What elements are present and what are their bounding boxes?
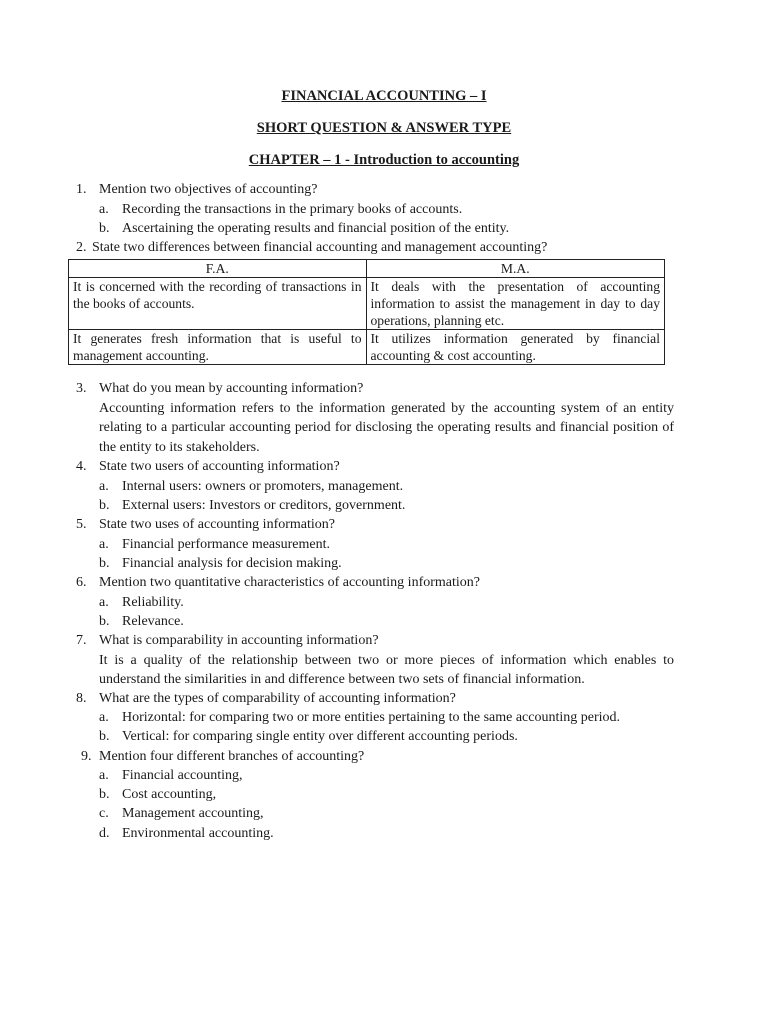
table-row	[69, 278, 665, 330]
answer-item: Financial performance measurement.	[122, 537, 330, 552]
question-3: What do you mean by accounting information?	[99, 381, 364, 396]
table-header-row	[69, 260, 665, 278]
answer-marker: b.	[99, 556, 110, 571]
chapter-heading: CHAPTER – 1 - Introduction to accounting	[248, 152, 520, 168]
answer-item: Recording the transactions in the primary books of accounts.	[122, 202, 463, 217]
answer-marker: a.	[99, 202, 109, 217]
answer-marker: c.	[99, 806, 109, 821]
answer-marker: b.	[99, 614, 110, 629]
table-row	[69, 330, 665, 365]
question-6: Mention two quantitative characteristics of accounting information?	[99, 575, 480, 590]
question-9: Mention four different branches of accounting?	[99, 749, 365, 764]
question-1: Mention two objectives of accounting?	[99, 182, 318, 197]
answer-item: Relevance.	[122, 614, 184, 629]
question-number: 3.	[76, 381, 87, 396]
answer-marker: b.	[99, 221, 110, 236]
question-number: 4.	[76, 459, 87, 474]
table-cell: It is concerned with the recording of transactions in the books of accounts.	[69, 278, 367, 330]
table-header-cell: F.A.	[69, 260, 367, 278]
answer-marker: a.	[99, 537, 109, 552]
question-number: 8.	[76, 691, 87, 706]
answer-marker: b.	[99, 729, 110, 744]
answer-marker: b.	[99, 498, 110, 513]
answer-item: Ascertaining the operating results and financial position of the entity.	[122, 221, 510, 236]
answer-marker: a.	[99, 768, 109, 783]
document-title: FINANCIAL ACCOUNTING – I	[281, 88, 487, 104]
answer-item: Vertical: for comparing single entity over different accounting periods.	[122, 729, 518, 744]
answer-paragraph: It is a quality of the relationship between two or more pieces of information which enables to understand the similarities in and difference between two sets of financial information.	[99, 653, 674, 688]
answer-marker: a.	[99, 710, 109, 725]
question-4: State two users of accounting information?	[99, 459, 340, 474]
answer-item: Horizontal: for comparing two or more entities pertaining to the same accounting period.	[122, 710, 621, 725]
question-number: 7.	[76, 633, 87, 648]
question-number: 1.	[76, 182, 87, 197]
answer-item: Internal users: owners or promoters, management.	[122, 479, 404, 494]
question-number: 2.	[76, 240, 87, 255]
question-number: 9.	[81, 749, 92, 764]
table-cell: It generates fresh information that is useful to management accounting.	[69, 330, 367, 365]
table-cell: It deals with the presentation of accounting information to assist the management in day to day operations, planning etc.	[366, 278, 665, 330]
comparison-table	[68, 259, 665, 365]
question-8: What are the types of comparability of accounting information?	[99, 691, 456, 706]
answer-item: Environmental accounting.	[122, 826, 274, 841]
answer-item: Financial accounting,	[122, 768, 243, 783]
answer-item: Cost accounting,	[122, 787, 217, 802]
question-7: What is comparability in accounting information?	[99, 633, 379, 648]
table-cell: It utilizes information generated by financial accounting & cost accounting.	[366, 330, 665, 365]
answer-marker: d.	[99, 826, 110, 841]
answer-paragraph: Accounting information refers to the information generated by the accounting system of an entity relating to a particular accounting period for disclosing the operating results and financial position of the entity to its stakeholders.	[99, 401, 674, 455]
answer-item: Reliability.	[122, 595, 184, 610]
answer-marker: b.	[99, 787, 110, 802]
answer-marker: a.	[99, 595, 109, 610]
answer-item: Management accounting,	[122, 806, 264, 821]
document-subtitle: SHORT QUESTION & ANSWER TYPE	[256, 120, 512, 136]
question-number: 5.	[76, 517, 87, 532]
answer-item: Financial analysis for decision making.	[122, 556, 342, 571]
answer-item: External users: Investors or creditors, government.	[122, 498, 406, 513]
table-header-cell: M.A.	[366, 260, 665, 278]
question-5: State two uses of accounting information?	[99, 517, 335, 532]
answer-marker: a.	[99, 479, 109, 494]
question-2: State two differences between financial accounting and management accounting?	[92, 240, 548, 255]
question-number: 6.	[76, 575, 87, 590]
